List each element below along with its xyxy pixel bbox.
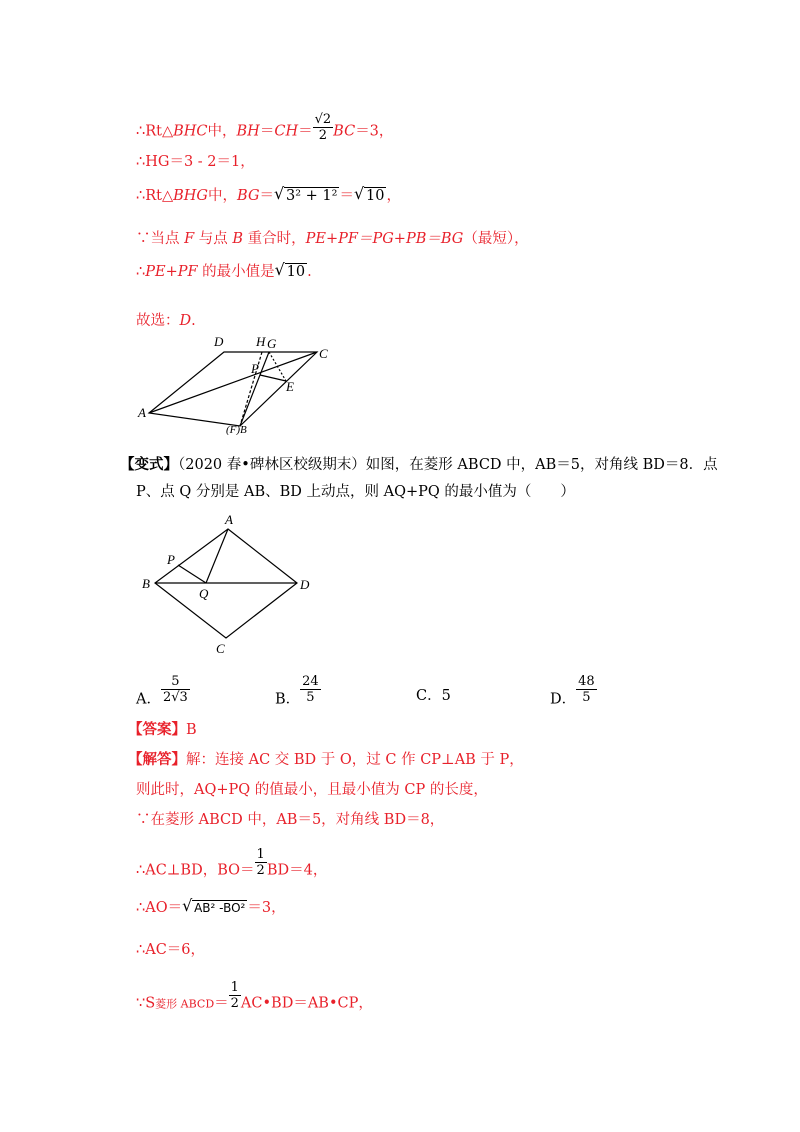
text: AC•BD＝AB•CP，	[240, 995, 373, 1012]
solution-line-s3	[136, 810, 444, 830]
text: 故选：	[136, 313, 180, 329]
text: ＝	[259, 123, 275, 140]
option-label: A．	[136, 691, 161, 708]
solution-line-s1	[128, 750, 524, 770]
sqrt-icon: √	[353, 184, 365, 203]
answer-value: B	[186, 722, 197, 738]
figure-rhombus	[134, 510, 324, 658]
solution-line-2	[136, 152, 255, 172]
solution-line-s5	[136, 898, 286, 918]
variant-question-line-2	[136, 482, 575, 502]
denominator: 2√3	[162, 690, 188, 705]
text: BH	[236, 123, 260, 140]
text: D	[179, 313, 192, 329]
denominator: 5	[582, 690, 591, 705]
variant-question-line-1	[120, 455, 718, 475]
radicand: 10	[365, 188, 385, 204]
denominator: 2	[318, 128, 328, 143]
option-d[interactable]	[550, 674, 597, 715]
text: ，	[386, 188, 401, 204]
solution-line-6	[136, 311, 196, 331]
text: ∵当点	[136, 231, 185, 247]
text: BC	[333, 123, 356, 140]
text: （最短），	[463, 231, 529, 247]
segment-ge	[269, 352, 286, 381]
numerator: 5	[161, 674, 190, 690]
option-a[interactable]	[136, 674, 190, 715]
text: ∴Rt△	[136, 188, 174, 204]
option-b[interactable]	[275, 674, 321, 715]
segment-pe	[260, 375, 286, 381]
option-label: B．	[275, 691, 301, 708]
text: ＝3，	[247, 900, 286, 916]
text: BHG	[173, 188, 209, 204]
text: ＝	[339, 188, 354, 204]
numerator: 1	[256, 847, 265, 862]
denominator: 2	[230, 996, 239, 1011]
label-h: H	[256, 334, 266, 349]
fraction	[313, 112, 334, 143]
label-fb: (F)B	[226, 424, 247, 435]
text: CH	[274, 123, 299, 140]
sqrt-icon: √	[182, 896, 193, 915]
label-b: B	[142, 576, 150, 591]
label-c: C	[319, 346, 328, 361]
numerator: 1	[230, 980, 239, 995]
text: 重合时，	[243, 231, 306, 247]
text: ∴Rt△	[136, 123, 174, 140]
label-e: E	[286, 379, 294, 394]
text: 则此时，AQ+PQ 的值最小，且最小值为 CP 的长度，	[136, 782, 488, 798]
text: ∴AO＝	[136, 900, 183, 916]
text: P、点 Q 分别是 AB、BD 上动点，则 AQ+PQ 的最小值为（ ）	[136, 484, 575, 500]
text: ∵在菱形 ABCD 中，AB＝5，对角线 BD＝8，	[136, 812, 445, 828]
solution-line-1	[136, 112, 394, 147]
text: 的最小值是	[197, 264, 275, 280]
variant-tag: 【变式】	[120, 456, 178, 473]
label-p: P	[251, 361, 259, 376]
fraction	[255, 847, 267, 878]
numerator: 48	[578, 674, 595, 689]
text: ∴	[136, 264, 146, 280]
text: ＝	[259, 188, 275, 204]
text: 解：连接 AC 交 BD 于 O，过 C 作 CP⊥AB 于 P，	[186, 752, 524, 768]
text: ∴HG＝3 - 2＝1，	[136, 154, 255, 170]
denominator: 5	[306, 690, 315, 705]
label-c: C	[216, 641, 225, 656]
text: 中，	[207, 123, 237, 140]
numerator: 24	[302, 674, 319, 689]
option-label: D．	[550, 691, 577, 708]
text: PE+PF＝PG+PB＝BG	[305, 231, 464, 247]
option-c[interactable]	[416, 684, 451, 705]
text: 与点	[194, 231, 233, 247]
label-a: A	[138, 405, 146, 420]
fraction	[300, 674, 321, 705]
text: BHC	[173, 123, 208, 140]
option-label: C．5	[416, 688, 451, 704]
solution-line-4	[136, 229, 529, 249]
denominator: 2	[256, 863, 265, 878]
text: BG	[237, 188, 260, 204]
segment-pq	[178, 565, 206, 583]
radical	[182, 898, 247, 918]
text: 中，	[208, 188, 238, 204]
radical	[354, 186, 386, 206]
label-d: D	[300, 577, 310, 592]
text: ∴AC⊥BD，BO＝	[136, 862, 255, 879]
fraction	[229, 980, 241, 1011]
radical	[274, 186, 339, 206]
text: .	[191, 313, 196, 329]
fraction	[161, 674, 190, 705]
label-a: A	[225, 512, 233, 527]
solution-line-s6	[136, 940, 205, 960]
radicand: 10	[286, 264, 306, 280]
sqrt-icon: √	[274, 260, 285, 279]
solution-tag: 【解答】	[128, 751, 186, 768]
subscript: 菱形 ABCD	[155, 997, 215, 1011]
radicand: AB² -BO²	[194, 901, 246, 915]
text: ＝	[298, 123, 313, 140]
fraction	[576, 674, 597, 705]
text: B	[232, 231, 244, 247]
text: ＝	[214, 995, 229, 1012]
answer-line	[128, 720, 197, 740]
numerator: √2	[314, 112, 332, 127]
label-d: D	[214, 334, 224, 349]
figure-parallelogram	[136, 333, 336, 435]
text: ∵S	[136, 995, 156, 1012]
sqrt-icon: √	[274, 184, 285, 203]
solution-line-5	[136, 262, 312, 282]
solution-line-s2	[136, 780, 488, 800]
text: ＝3，	[355, 123, 394, 140]
text: F	[184, 231, 195, 247]
text: （2020 春•碑林区校级期末）如图，在菱形 ABCD 中，AB＝5，对角线 BD＝8．点	[178, 457, 718, 473]
answer-tag: 【答案】	[128, 721, 186, 738]
text: .	[307, 264, 312, 280]
text: BD＝4，	[266, 862, 328, 879]
text: PE+PF	[145, 264, 198, 280]
radical	[275, 262, 307, 282]
radicand: 3² + 1²	[286, 188, 338, 204]
solution-line-3	[136, 186, 401, 206]
label-q: Q	[199, 586, 209, 601]
solution-line-s4	[136, 847, 328, 886]
solution-line-s7	[136, 980, 373, 1019]
text: ∴AC＝6，	[136, 942, 206, 958]
label-g: G	[267, 336, 277, 351]
label-p: P	[167, 552, 175, 567]
